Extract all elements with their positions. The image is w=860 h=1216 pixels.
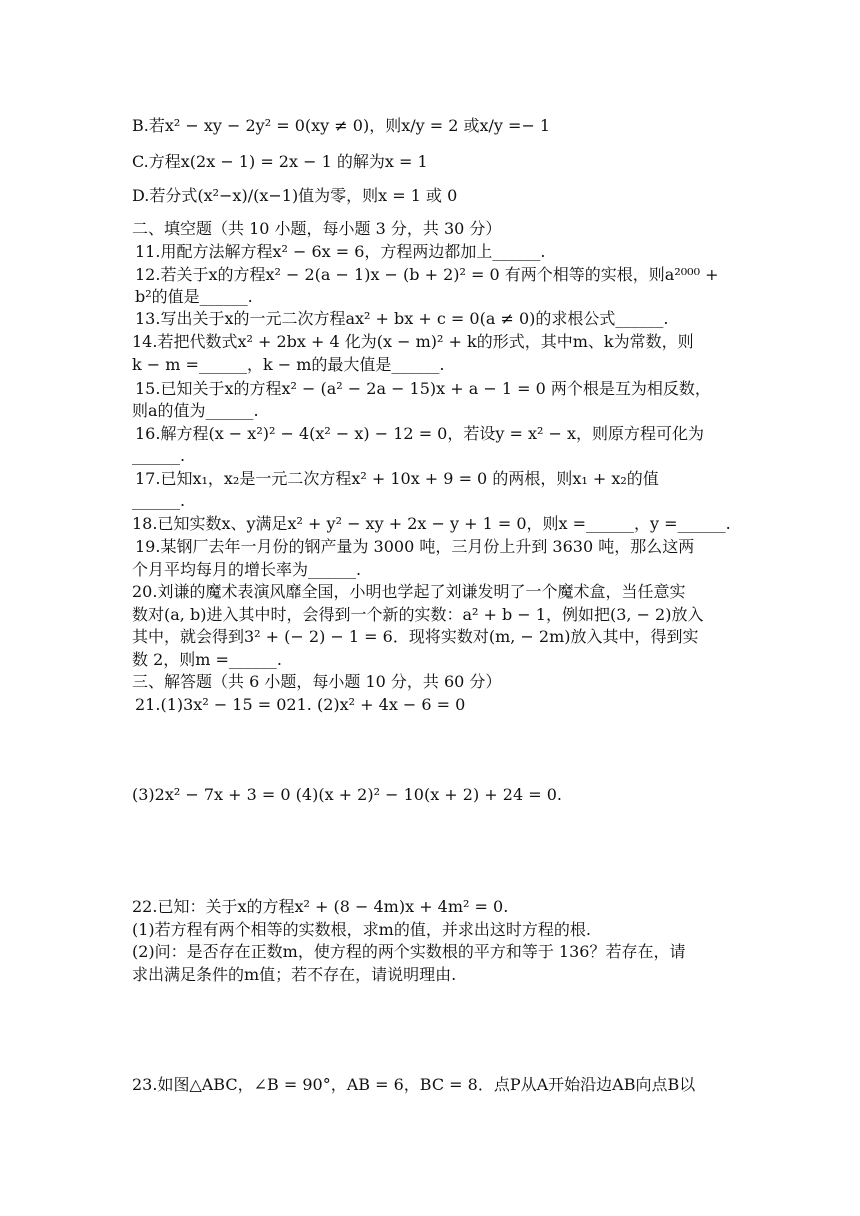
option-b: B.若x² − xy − 2y² = 0(xy ≠ 0)，则x/y = 2 或x/y =− 1 xyxy=(132,116,551,135)
section-3-heading: 三、解答题（共 6 小题，每小题 10 分，共 60 分） xyxy=(132,672,502,691)
question-22-line-1: 22.已知：关于x的方程x² + (8 − 4m)x + 4m² = 0. xyxy=(132,897,509,916)
question-19-line-1: 19.某钢厂去年一月份的钢产量为 3000 吨，三月份上升到 3630 吨，那么这两 xyxy=(135,537,695,556)
question-17-line-1: 17.已知x₁，x₂是一元二次方程x² + 10x + 9 = 0 的两根，则x₁ + x₂的值 xyxy=(135,469,659,488)
question-20-line-2: 数对(a, b)进入其中时，会得到一个新的实数：a² + b − 1，例如把(3, − 2)放入 xyxy=(132,605,704,624)
question-15-line-2: 则a的值为______. xyxy=(132,401,259,420)
question-12-line-2: b²的值是______. xyxy=(135,287,253,306)
question-22-line-3: (2)问：是否存在正数m，使方程的两个实数根的平方和等于 136？若存在，请 xyxy=(132,942,686,961)
question-14-line-1: 14.若把代数式x² + 2bx + 4 化为(x − m)² + k的形式，其中m、k为常数，则 xyxy=(132,332,694,351)
question-14-line-2: k − m =______，k − m的最大值是______. xyxy=(132,355,445,374)
section-2-heading: 二、填空题（共 10 小题，每小题 3 分，共 30 分） xyxy=(132,219,502,238)
option-d: D.若分式(x²−x)/(x−1)值为零，则x = 1 或 0 xyxy=(132,186,458,205)
option-c: C.方程x(2x − 1) = 2x − 1 的解为x = 1 xyxy=(132,152,428,171)
question-20-line-4: 数 2，则m =______. xyxy=(132,650,283,669)
question-22-line-4: 求出满足条件的m值；若不存在，请说明理由. xyxy=(132,965,457,984)
question-12-line-1: 12.若关于x的方程x² − 2(a − 1)x − (b + 2)² = 0 有两个相等的实根，则a²⁰⁰⁰ + xyxy=(135,265,719,284)
question-21-line-2: (3)2x² − 7x + 3 = 0 (4)(x + 2)² − 10(x + 2) + 24 = 0. xyxy=(132,785,562,804)
question-23: 23.如图△ABC，∠B = 90°，AB = 6，BC = 8．点P从A开始沿边AB向点B以 xyxy=(132,1075,696,1094)
question-13: 13.写出关于x的一元二次方程ax² + bx + c = 0(a ≠ 0)的求根公式______. xyxy=(135,309,669,328)
question-16-line-1: 16.解方程(x − x²)² − 4(x² − x) − 12 = 0，若设y = x² − x，则原方程可化为 xyxy=(135,424,705,443)
question-15-line-1: 15.已知关于x的方程x² − (a² − 2a − 15)x + a − 1 = 0 两个根是互为相反数， xyxy=(135,379,711,398)
question-16-line-2: ______. xyxy=(132,446,186,465)
question-19-line-2: 个月平均每月的增长率为______. xyxy=(132,560,362,579)
question-17-line-2: ______. xyxy=(132,491,186,510)
question-20-line-3: 其中，就会得到3² + (− 2) − 1 = 6．现将实数对(m, − 2m)放入其中，得到实 xyxy=(132,627,699,646)
question-21-line-1: 21.(1)3x² − 15 = 021. (2)x² + 4x − 6 = 0 xyxy=(135,695,466,714)
question-18: 18.已知实数x、y满足x² + y² − xy + 2x − y + 1 = 0，则x =______，y =______. xyxy=(132,514,731,533)
question-22-line-2: (1)若方程有两个相等的实数根，求m的值，并求出这时方程的根. xyxy=(132,920,591,939)
question-11: 11.用配方法解方程x² − 6x = 6，方程两边都加上______. xyxy=(135,242,546,261)
question-20-line-1: 20.刘谦的魔术表演风靡全国，小明也学起了刘谦发明了一个魔术盒，当任意实 xyxy=(132,582,686,601)
